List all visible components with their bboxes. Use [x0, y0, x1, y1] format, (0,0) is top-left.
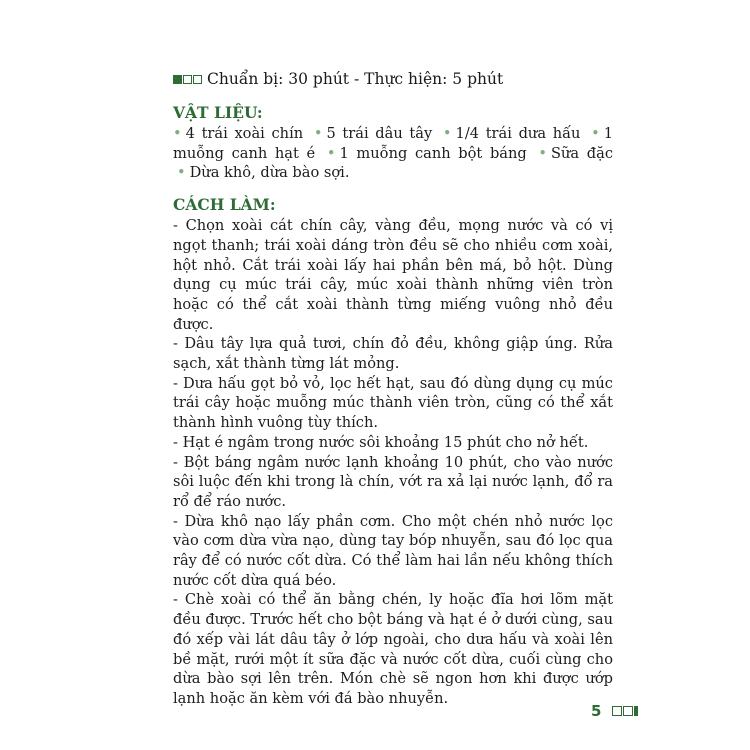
bullet-icon: •	[326, 144, 336, 162]
bullet-icon: •	[177, 164, 186, 182]
bullet-icon: •	[538, 144, 548, 162]
bullet-icon: •	[173, 125, 182, 142]
filled-bar-icon	[634, 706, 638, 716]
bullet-icon: •	[313, 125, 323, 142]
material-item: 1 muỗng canh bột báng	[339, 144, 527, 162]
method-step: - Hạt é ngâm trong nước sôi khoảng 15 phút cho nở hết.	[173, 433, 589, 451]
material-item: 1/4 trái dưa hấu	[455, 125, 581, 142]
material-item: Dừa khô, dừa bào sợi.	[189, 164, 350, 182]
materials-title: VẬT LIỆU:	[173, 103, 263, 122]
page-number: 5	[591, 702, 602, 720]
method-step: - Chè xoài có thể ăn bằng chén, ly hoặc đĩa hơi lõm mặt đều được. Trước hết cho bột báng và hạt é ở dưới cùng, sau đó xếp vài lát dâu tây ở lớp ngoài, cho dưa hấu và xoài lên bề mặt, rưới một ít sữa đặc và nước cốt dừa, cuối cùng cho dừa bào sợi lên trên. Món chè sẽ ngon hơn khi được ướp lạnh hoặc ăn kèm với đá bào nhuyễn.	[173, 591, 613, 707]
outline-square-icon	[183, 75, 192, 84]
bullet-icon: •	[591, 125, 600, 142]
method-step: - Chọn xoài cát chín cây, vàng đều, mọng nước và có vị ngọt thanh; trái xoài dáng tròn đều sẽ cho nhiều cơm xoài, hột nhỏ. Cắt trái xoài lấy hai phần bên má, bỏ hột. Dùng dụng cụ múc trái cây, múc xoài thành những viên tròn hoặc có thể cắt xoài thành từng miếng vuông nhỏ đều được.	[173, 217, 613, 333]
method-step: - Dừa khô nạo lấy phần cơm. Cho một chén nhỏ nước lọc vào cơm dừa vừa nạo, dùng tay bóp nhuyễn, sau đó lọc qua rây để có nước cốt dừa. Có thể làm hai lần nếu không thích nước cốt dừa quá béo.	[173, 512, 613, 589]
outline-square-icon	[193, 75, 202, 84]
outline-square-icon	[623, 706, 633, 716]
filled-square-icon	[173, 75, 182, 84]
method-step: - Dâu tây lựa quả tươi, chín đỏ đều, không giập úng. Rửa sạch, xắt thành từng lát mỏng.	[173, 335, 613, 373]
material-item: 1 muỗng canh hạt é	[173, 125, 614, 162]
method-step: - Bột báng ngâm nước lạnh khoảng 10 phút, cho vào nước sôi luộc đến khi trong là chín, vớt ra xả lại nước lạnh, đổ ra rổ để ráo nước.	[173, 453, 613, 510]
method-steps	[173, 216, 613, 709]
bullet-icon: •	[442, 125, 452, 142]
material-item: 4 trái xoài chín	[185, 125, 304, 142]
material-item: 5 trái dâu tây	[326, 125, 433, 142]
materials-list	[173, 124, 613, 183]
material-item: Sữa đặc	[551, 144, 614, 162]
prep-time-line	[173, 68, 613, 90]
footer-square-marks-icon	[612, 706, 638, 716]
recipe-page	[173, 68, 613, 709]
method-step: - Dưa hấu gọt bỏ vỏ, lọc hết hạt, sau đó dùng dụng cụ múc trái cây hoặc muỗng múc thành viên tròn, cũng có thể xắt thành hình vuông tùy thích.	[173, 374, 613, 432]
prep-time-text: Chuẩn bị: 30 phút - Thực hiện: 5 phút	[207, 70, 504, 88]
method-title: CÁCH LÀM:	[173, 195, 276, 215]
outline-square-icon	[612, 706, 622, 716]
